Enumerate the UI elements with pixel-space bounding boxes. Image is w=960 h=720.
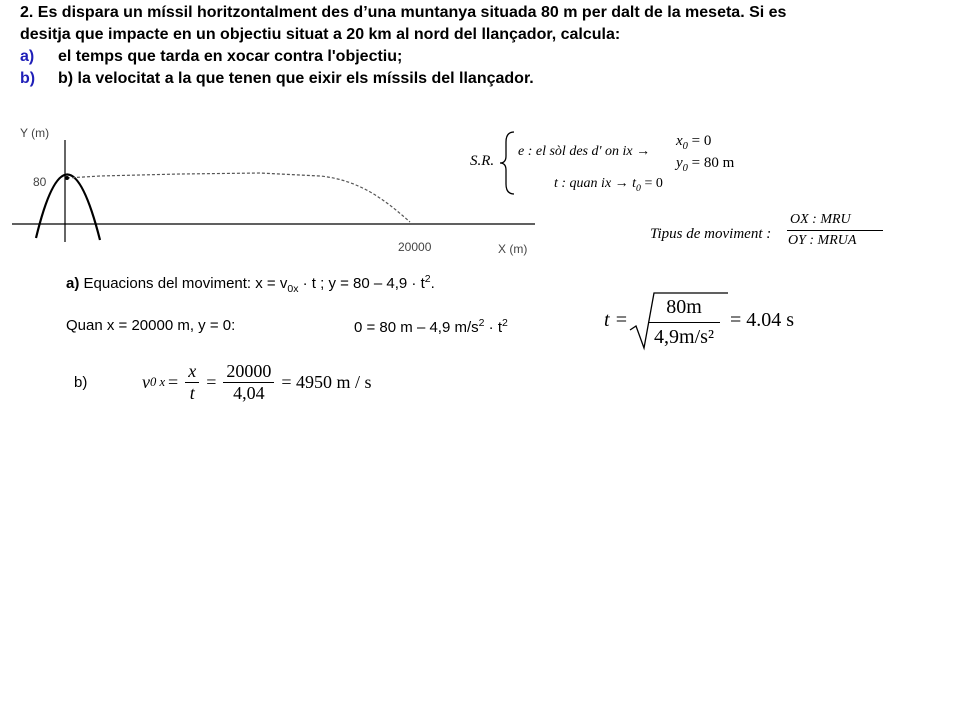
formula-fraction-bar	[648, 322, 720, 323]
formula-t-label: t =	[604, 309, 629, 331]
y-tick-80: 80	[33, 175, 47, 189]
formula-numerator: 80m	[666, 296, 702, 318]
trajectory-graph	[0, 0, 560, 260]
initial-x-position: $x_0 = 0$	[676, 133, 712, 152]
reference-system-prefix: S.R.	[470, 153, 495, 169]
equations-of-motion: a) Equacions del moviment: $x = v_{0x} \cdot t$ ; $y = 80 - 4,9 \cdot t^2$.	[66, 273, 435, 295]
item-b-text: b) la velocitat a la que tenen que eixir els míssils del llançador.	[58, 70, 534, 87]
movement-type-ox: OX : MRU	[790, 212, 851, 227]
movement-types-divider	[787, 230, 883, 231]
initial-y-position: $y_0 = 80$ m	[676, 155, 735, 174]
reference-time-text: t : quan ix → $t_0 = 0$	[554, 176, 663, 194]
launch-point	[65, 176, 69, 180]
impact-condition: Quan x = 20000 m, y = 0:	[66, 317, 236, 334]
fraction-x-over-t: $\frac{x}{t}$	[185, 361, 199, 403]
left-brace-icon	[498, 130, 518, 196]
part-b-label: b)	[74, 374, 88, 391]
problem-statement-line2: desitja que impacte en un objectiu situat a 20 km al nord del llançador, calcula:	[20, 26, 621, 43]
item-a-marker: a)	[20, 48, 35, 65]
right-arrow-icon: →	[614, 176, 629, 191]
item-b-marker: b)	[20, 70, 36, 87]
velocity-formula: v 0 x = $\frac{x}{t}$ = $\frac{20000}{4,04}$ = 4950 m / s	[142, 360, 372, 403]
x-tick-20000: 20000	[398, 240, 432, 254]
formula-result: = 4.04 s	[730, 309, 795, 331]
fraction-numeric: $\frac{20000}{4,04}$	[223, 361, 274, 403]
x-axis-label: X (m)	[498, 242, 528, 256]
impact-equation: 0 = 80 m – 4,9 $m/s^2 \cdot t^2$	[354, 317, 508, 336]
formula-denominator: 4,9m/s²	[654, 326, 714, 348]
movement-types-label: Tipus de moviment :	[650, 226, 772, 242]
right-arrow-icon: →	[636, 144, 651, 159]
missile-trajectory	[67, 173, 410, 222]
item-a-text: el temps que tarda en xocar contra l'objectiu;	[58, 48, 403, 65]
y-axis-label: Y (m)	[20, 126, 50, 140]
problem-statement-line1: 2. Es dispara un míssil horitzontalment des d’una muntanya situada 80 m per dalt de la meseta. Si es	[20, 4, 787, 21]
movement-type-oy: OY : MRUA	[788, 233, 857, 248]
reference-origin-text: e : el sòl des d' on ix →	[518, 144, 651, 159]
